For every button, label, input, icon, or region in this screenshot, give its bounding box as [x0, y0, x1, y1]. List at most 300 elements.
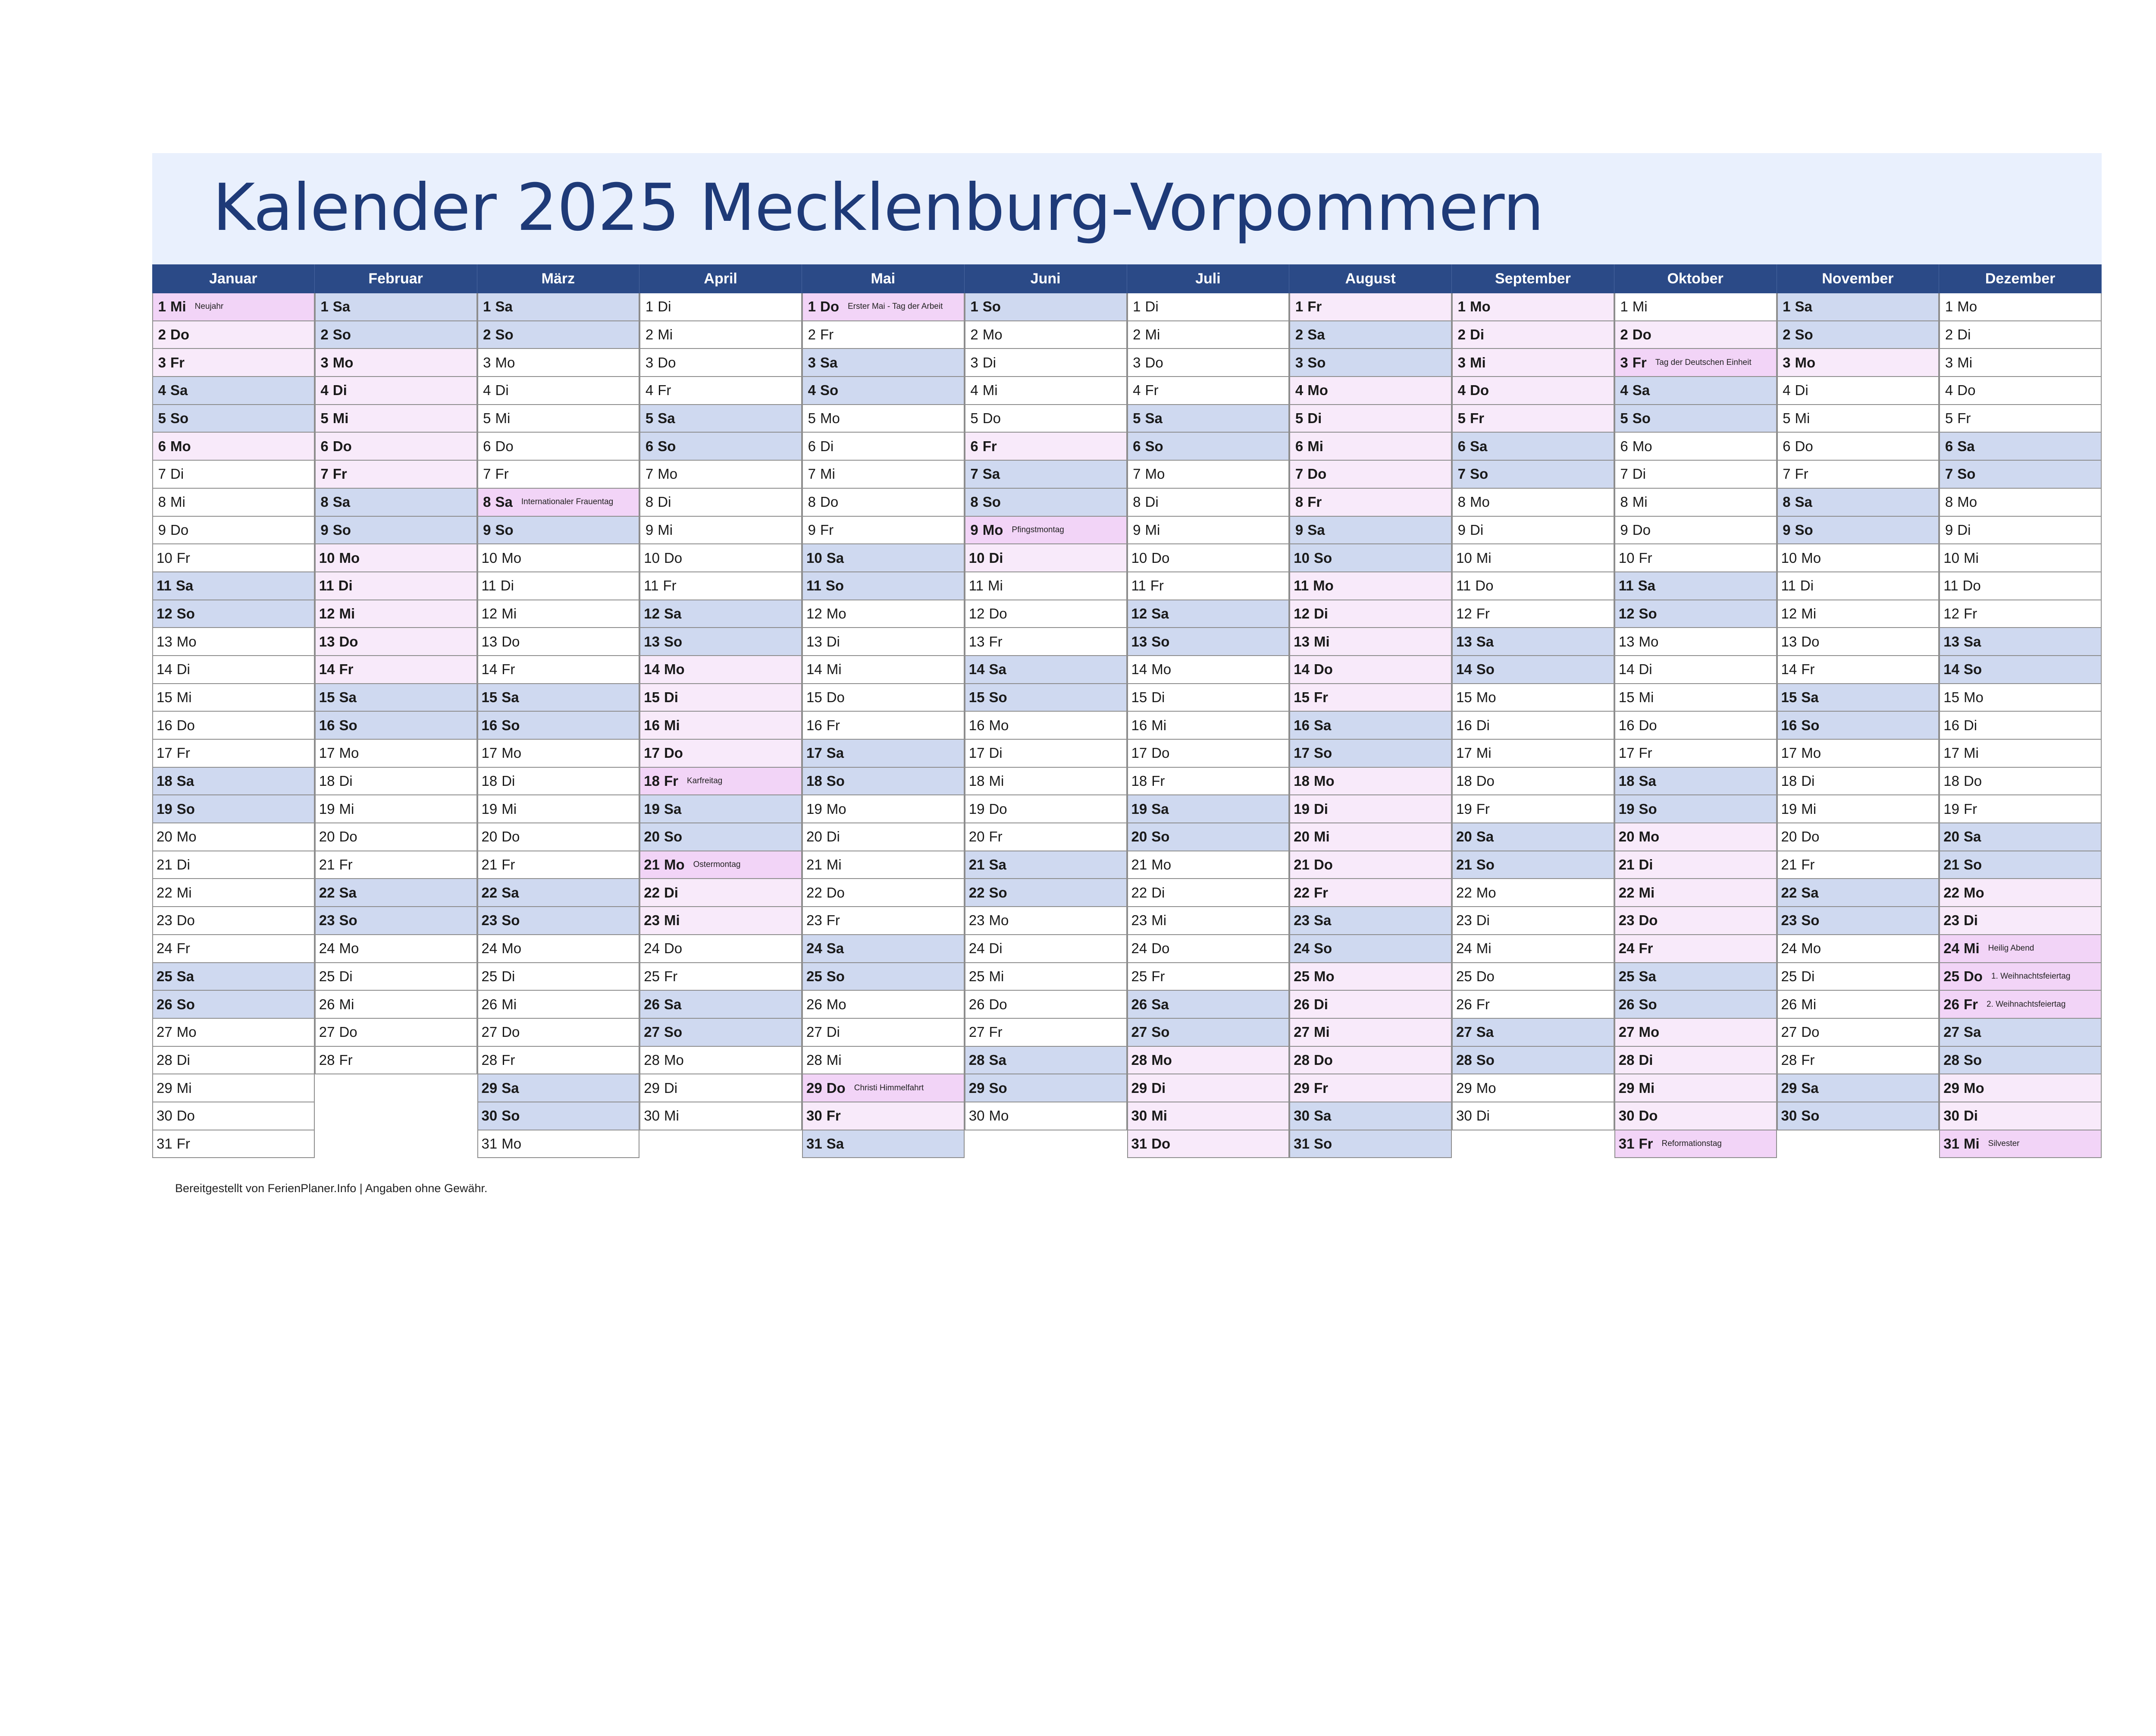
- day-cell: [315, 963, 477, 991]
- day-cell: [1614, 628, 1777, 656]
- day-number: 30: [1456, 1108, 1472, 1124]
- weekday-label: So: [176, 801, 195, 817]
- day-cell: [802, 600, 965, 628]
- weekday-label: Mo: [339, 940, 359, 957]
- day-number: 19: [1618, 801, 1635, 817]
- day-cell: [1939, 572, 2102, 600]
- day-cell: [1289, 656, 1452, 684]
- day-cell: [1777, 879, 1940, 907]
- day-cell: [1452, 1047, 1614, 1075]
- weekday-label: So: [1963, 857, 1982, 873]
- holiday-label: Ostermontag: [693, 860, 741, 870]
- weekday-label: Do: [826, 1080, 846, 1096]
- day-cell: [1939, 377, 2102, 405]
- day-number: 28: [319, 1052, 335, 1068]
- day-cell: [1452, 1019, 1614, 1047]
- weekday-label: Sa: [1963, 829, 1981, 845]
- day-cell: [1777, 823, 1940, 851]
- month-column: [1614, 293, 1777, 1158]
- day-cell: [1127, 600, 1290, 628]
- weekday-label: Mi: [1313, 1024, 1330, 1040]
- day-cell: [639, 321, 802, 349]
- day-number: 27: [968, 1024, 985, 1040]
- weekday-label: Do: [1962, 578, 1981, 594]
- weekday-label: Do: [1145, 354, 1163, 370]
- day-cell: [639, 489, 802, 517]
- day-cell: [802, 851, 965, 879]
- day-number: 6: [645, 438, 654, 454]
- day-cell: [477, 907, 640, 935]
- weekday-label: Mi: [501, 605, 517, 622]
- weekday-label: Sa: [664, 605, 682, 622]
- day-cell: [1289, 293, 1452, 321]
- day-cell: [1777, 461, 1940, 489]
- day-cell: [802, 628, 965, 656]
- day-cell: [1452, 963, 1614, 991]
- weekday-label: Di: [989, 549, 1003, 566]
- day-cell: [639, 879, 802, 907]
- day-cell: [965, 517, 1127, 545]
- day-cell: [315, 935, 477, 963]
- day-cell: [1452, 405, 1614, 433]
- weekday-label: Fr: [826, 1108, 841, 1124]
- day-number: 5: [808, 410, 816, 427]
- day-cell: [1127, 740, 1290, 768]
- day-cell: [1614, 684, 1777, 712]
- weekday-label: So: [332, 326, 351, 343]
- day-number: 2: [808, 326, 816, 343]
- day-cell: [152, 572, 315, 600]
- weekday-label: Mi: [1476, 549, 1492, 566]
- weekday-label: Mo: [332, 354, 354, 370]
- weekday-label: So: [170, 410, 189, 427]
- day-number: 31: [1294, 1135, 1310, 1152]
- day-number: 21: [1131, 857, 1147, 873]
- weekday-label: So: [1313, 745, 1332, 761]
- weekday-label: Do: [1470, 382, 1489, 399]
- day-number: 12: [968, 605, 985, 622]
- day-cell: [1777, 433, 1940, 461]
- day-number: 19: [1781, 801, 1797, 817]
- weekday-label: Mo: [1151, 857, 1172, 873]
- day-number: 26: [806, 996, 822, 1012]
- weekday-label: Mi: [1639, 1080, 1655, 1096]
- day-cell: [1127, 684, 1290, 712]
- day-number: 12: [157, 605, 172, 622]
- day-number: 10: [1294, 549, 1310, 566]
- day-number: 14: [319, 661, 335, 678]
- day-number: 13: [319, 633, 335, 650]
- day-number: 8: [1620, 494, 1628, 510]
- day-number: 6: [320, 438, 329, 454]
- weekday-label: Mo: [1313, 968, 1335, 984]
- day-number: 3: [158, 354, 166, 370]
- weekday-label: Mo: [989, 912, 1009, 929]
- weekday-label: Mi: [1963, 1135, 1980, 1152]
- weekday-label: Fr: [176, 1135, 190, 1152]
- day-cell: [802, 544, 965, 572]
- weekday-label: So: [332, 521, 351, 538]
- day-cell: [965, 823, 1127, 851]
- day-cell: [965, 489, 1127, 517]
- weekday-label: Mi: [1795, 410, 1810, 427]
- month-column: [965, 293, 1127, 1130]
- day-cell: [477, 1047, 640, 1075]
- weekday-label: So: [1795, 326, 1813, 343]
- day-number: 27: [1456, 1024, 1472, 1040]
- day-number: 6: [808, 438, 816, 454]
- month-header: Januar: [152, 264, 315, 293]
- day-number: 24: [1131, 940, 1147, 957]
- day-number: 11: [644, 578, 659, 594]
- day-cell: [802, 963, 965, 991]
- day-cell: [315, 544, 477, 572]
- day-cell: [1452, 823, 1614, 851]
- weekday-label: Do: [1963, 773, 1982, 789]
- day-number: 15: [157, 689, 172, 705]
- day-number: 4: [1620, 382, 1628, 399]
- month-column: [1452, 293, 1614, 1130]
- day-number: 22: [1456, 884, 1472, 901]
- weekday-label: Sa: [1801, 884, 1819, 901]
- weekday-label: Di: [982, 354, 996, 370]
- weekday-label: Do: [1475, 578, 1494, 594]
- day-number: 18: [1618, 773, 1635, 789]
- day-number: 5: [645, 410, 654, 427]
- day-number: 5: [1620, 410, 1628, 427]
- day-number: 1: [970, 298, 978, 315]
- day-number: 28: [806, 1052, 822, 1068]
- holiday-label: 2. Weihnachtsfeiertag: [1986, 999, 2066, 1009]
- holiday-label: Silvester: [1988, 1139, 2020, 1148]
- day-number: 21: [1294, 857, 1310, 873]
- day-number: 17: [968, 745, 985, 761]
- weekday-label: So: [989, 1080, 1007, 1096]
- weekday-label: Mo: [339, 549, 360, 566]
- day-number: 29: [644, 1080, 660, 1096]
- weekday-label: Do: [176, 717, 195, 733]
- day-number: 23: [319, 912, 335, 929]
- weekday-label: Do: [1313, 857, 1333, 873]
- day-cell: [1127, 879, 1290, 907]
- day-cell: [639, 684, 802, 712]
- day-number: 15: [644, 689, 660, 705]
- day-cell: [1777, 517, 1940, 545]
- day-number: 1: [1945, 298, 1953, 315]
- day-number: 2: [1295, 326, 1304, 343]
- weekday-label: Fr: [1151, 773, 1165, 789]
- day-cell: [1614, 544, 1777, 572]
- day-number: 1: [320, 298, 329, 315]
- day-number: 10: [157, 549, 172, 566]
- day-number: 24: [1456, 940, 1472, 957]
- weekday-label: Di: [1313, 605, 1328, 622]
- day-cell: [1452, 879, 1614, 907]
- day-cell: [1614, 349, 1777, 377]
- weekday-label: Di: [1801, 773, 1815, 789]
- weekday-label: Mi: [658, 326, 673, 343]
- day-number: 7: [808, 466, 816, 482]
- weekday-label: Di: [501, 773, 515, 789]
- day-cell: [1614, 517, 1777, 545]
- day-number: 29: [481, 1080, 498, 1096]
- day-cell: [965, 349, 1127, 377]
- day-cell: [1127, 963, 1290, 991]
- day-number: 9: [1945, 521, 1953, 538]
- day-number: 29: [806, 1080, 822, 1096]
- weekday-label: Mi: [1639, 884, 1655, 901]
- day-number: 9: [1295, 521, 1304, 538]
- weekday-label: Fr: [820, 326, 834, 343]
- day-cell: [315, 433, 477, 461]
- day-cell: [1614, 795, 1777, 823]
- weekday-label: Sa: [1639, 773, 1656, 789]
- day-number: 20: [1781, 829, 1797, 845]
- weekday-label: So: [826, 773, 845, 789]
- day-number: 26: [319, 996, 335, 1012]
- weekday-label: Do: [332, 438, 352, 454]
- day-cell: [1127, 628, 1290, 656]
- weekday-label: Do: [989, 996, 1007, 1012]
- weekday-label: So: [664, 829, 683, 845]
- day-number: 15: [968, 689, 985, 705]
- weekday-label: Mi: [1632, 494, 1648, 510]
- day-cell: [1939, 851, 2102, 879]
- year-calendar: [152, 264, 2102, 1158]
- weekday-label: Di: [176, 1052, 190, 1068]
- day-cell: [1939, 1019, 2102, 1047]
- weekday-label: Sa: [820, 354, 838, 370]
- weekday-label: Di: [664, 689, 678, 705]
- weekday-label: Di: [1151, 1080, 1166, 1096]
- weekday-label: Di: [339, 968, 353, 984]
- weekday-label: Mi: [664, 912, 680, 929]
- weekday-label: Fr: [1313, 689, 1328, 705]
- day-number: 31: [1618, 1135, 1635, 1152]
- weekday-label: Mi: [1151, 912, 1167, 929]
- weekday-label: Fr: [663, 578, 677, 594]
- day-cell: [965, 963, 1127, 991]
- weekday-label: Mo: [664, 1052, 684, 1068]
- month-header: Mai: [802, 264, 965, 293]
- day-number: 6: [970, 438, 978, 454]
- weekday-label: Sa: [1801, 1080, 1819, 1096]
- weekday-label: Fr: [339, 661, 354, 678]
- day-cell: [1777, 740, 1940, 768]
- day-cell: [1614, 1130, 1777, 1158]
- day-number: 26: [1294, 996, 1310, 1012]
- day-number: 22: [481, 884, 498, 901]
- day-number: 2: [1620, 326, 1628, 343]
- day-number: 21: [157, 857, 172, 873]
- day-number: 10: [1456, 549, 1472, 566]
- day-number: 16: [1781, 717, 1797, 733]
- weekday-label: Mo: [501, 745, 522, 761]
- day-cell: [965, 321, 1127, 349]
- weekday-label: Do: [989, 801, 1007, 817]
- day-cell: [1289, 1130, 1452, 1158]
- day-number: 7: [158, 466, 166, 482]
- weekday-label: Do: [1313, 1052, 1333, 1068]
- day-number: 29: [1618, 1080, 1635, 1096]
- day-number: 31: [806, 1135, 822, 1152]
- day-number: 16: [644, 717, 660, 733]
- weekday-label: Mo: [1476, 1080, 1496, 1096]
- weekday-label: Mi: [1313, 829, 1330, 845]
- day-cell: [1289, 405, 1452, 433]
- weekday-label: Di: [1639, 857, 1653, 873]
- weekday-label: Mi: [1145, 521, 1160, 538]
- day-number: 4: [1945, 382, 1953, 399]
- day-number: 15: [1618, 689, 1635, 705]
- weekday-label: Sa: [1476, 829, 1494, 845]
- day-number: 11: [319, 578, 334, 594]
- day-cell: [152, 963, 315, 991]
- weekday-label: Sa: [989, 1052, 1006, 1068]
- month-header: November: [1777, 264, 1940, 293]
- day-cell: [1939, 795, 2102, 823]
- day-number: 13: [481, 633, 498, 650]
- weekday-label: Mo: [1795, 354, 1816, 370]
- day-number: 30: [157, 1108, 172, 1124]
- day-cell: [152, 321, 315, 349]
- day-cell: [152, 907, 315, 935]
- holiday-label: Pfingstmontag: [1012, 525, 1064, 534]
- day-number: 26: [644, 996, 660, 1012]
- weekday-label: So: [1476, 1052, 1495, 1068]
- day-cell: [639, 1019, 802, 1047]
- day-number: 13: [1294, 633, 1310, 650]
- weekday-label: Sa: [175, 578, 194, 594]
- day-number: 10: [1781, 549, 1797, 566]
- weekday-label: Fr: [1801, 857, 1815, 873]
- day-cell: [802, 740, 965, 768]
- month-header: August: [1289, 264, 1452, 293]
- day-number: 5: [158, 410, 166, 427]
- day-cell: [315, 321, 477, 349]
- weekday-label: Mo: [501, 549, 522, 566]
- day-number: 28: [644, 1052, 660, 1068]
- day-number: 2: [1457, 326, 1466, 343]
- month-column: [315, 293, 477, 1074]
- month-header: März: [477, 264, 640, 293]
- weekday-label: Mo: [501, 1135, 522, 1152]
- weekday-label: Mo: [1307, 382, 1328, 399]
- day-cell: [802, 768, 965, 796]
- weekday-label: Mo: [1151, 661, 1172, 678]
- day-cell: [1289, 1047, 1452, 1075]
- title-band: [152, 153, 2102, 264]
- day-number: 17: [1456, 745, 1472, 761]
- day-number: 17: [319, 745, 335, 761]
- weekday-label: Mi: [1151, 717, 1167, 733]
- day-number: 21: [481, 857, 498, 873]
- day-number: 23: [1943, 912, 1959, 929]
- weekday-label: Di: [1632, 466, 1646, 482]
- weekday-label: Mo: [1476, 884, 1496, 901]
- day-number: 4: [645, 382, 654, 399]
- day-number: 21: [644, 857, 660, 873]
- weekday-label: Sa: [1963, 633, 1981, 650]
- day-number: 17: [806, 745, 822, 761]
- day-number: 10: [1943, 549, 1959, 566]
- day-number: 12: [1131, 605, 1147, 622]
- day-cell: [802, 1019, 965, 1047]
- day-number: 18: [157, 773, 172, 789]
- day-number: 21: [1781, 857, 1797, 873]
- weekday-label: So: [1801, 1108, 1820, 1124]
- day-cell: [477, 1102, 640, 1130]
- day-number: 29: [157, 1080, 172, 1096]
- day-number: 14: [1456, 661, 1472, 678]
- day-cell: [315, 461, 477, 489]
- day-number: 14: [968, 661, 985, 678]
- day-number: 12: [1618, 605, 1635, 622]
- weekday-label: So: [1313, 940, 1332, 957]
- day-cell: [477, 1074, 640, 1102]
- day-number: 28: [481, 1052, 498, 1068]
- day-cell: [152, 684, 315, 712]
- weekday-label: Fr: [1639, 549, 1652, 566]
- weekday-label: Di: [1313, 996, 1328, 1012]
- weekday-label: Fr: [1476, 996, 1490, 1012]
- day-cell: [152, 851, 315, 879]
- weekday-label: Sa: [826, 940, 844, 957]
- day-cell: [965, 405, 1127, 433]
- day-cell: [1127, 405, 1290, 433]
- weekday-label: Fr: [176, 940, 190, 957]
- weekday-label: Do: [664, 549, 683, 566]
- day-cell: [315, 879, 477, 907]
- weekday-label: Sa: [1476, 1024, 1494, 1040]
- day-cell: [1127, 1074, 1290, 1102]
- day-cell: [802, 823, 965, 851]
- day-number: 8: [808, 494, 816, 510]
- day-cell: [1939, 433, 2102, 461]
- day-number: 20: [1131, 829, 1147, 845]
- weekday-label: Do: [1795, 438, 1813, 454]
- day-number: 1: [1295, 298, 1304, 315]
- day-number: 24: [1294, 940, 1310, 957]
- weekday-label: So: [176, 996, 195, 1012]
- weekday-label: Sa: [1307, 521, 1325, 538]
- weekday-label: Do: [820, 298, 839, 315]
- day-cell: [1777, 656, 1940, 684]
- weekday-label: Mi: [820, 466, 835, 482]
- day-number: 16: [1294, 717, 1310, 733]
- day-cell: [1289, 991, 1452, 1019]
- day-number: 27: [1943, 1024, 1959, 1040]
- day-number: 26: [1943, 996, 1959, 1012]
- day-cell: [152, 544, 315, 572]
- weekday-label: Sa: [1476, 633, 1494, 650]
- weekday-label: Di: [658, 298, 671, 315]
- day-number: 1: [483, 298, 491, 315]
- day-cell: [477, 572, 640, 600]
- day-number: 2: [970, 326, 978, 343]
- weekday-label: Di: [1476, 1108, 1490, 1124]
- day-number: 30: [644, 1108, 660, 1124]
- day-cell: [1777, 293, 1940, 321]
- day-cell: [1452, 349, 1614, 377]
- day-number: 24: [481, 940, 498, 957]
- day-number: 27: [319, 1024, 335, 1040]
- weekday-label: Mi: [332, 410, 349, 427]
- day-cell: [639, 461, 802, 489]
- day-number: 7: [483, 466, 491, 482]
- weekday-label: Di: [826, 633, 840, 650]
- day-number: 19: [1456, 801, 1472, 817]
